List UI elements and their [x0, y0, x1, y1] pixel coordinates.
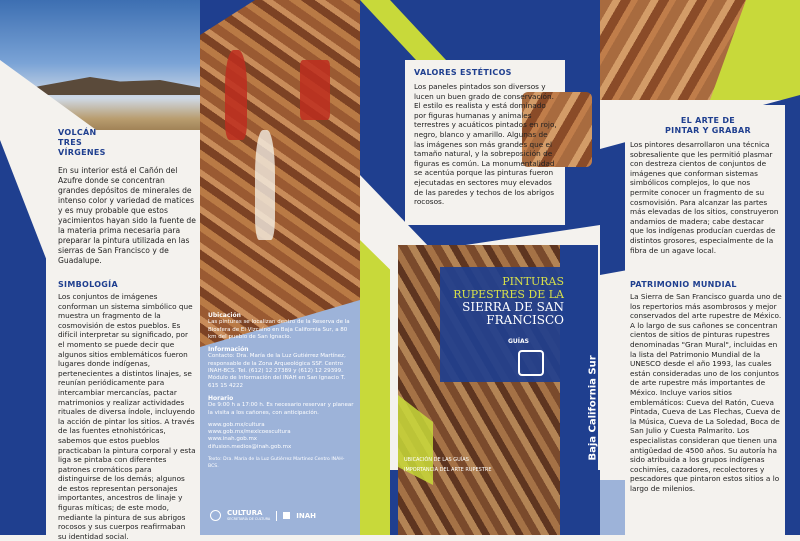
volcan-paragraph: En su interior está el Cañón del Azufre donde se concentran grandes depósitos de minerales de intenso color y variedad de matices y es muy probable que estos yacimientos hayan sido la fuente de la materia prima necesaria para preparar la pintura utilizada en las sierras de San Francisco y de Guadalupe. — [58, 166, 196, 265]
link-mexicoescultura[interactable]: www.gob.mx/mexicoescultura — [208, 429, 291, 436]
info-block — [208, 312, 354, 471]
cultura-logo-sub: SECRETARÍA DE CULTURA — [227, 517, 271, 521]
heading-volcan — [58, 128, 118, 158]
cover-title-line4: FRANCISCO — [486, 313, 564, 327]
bullet-ubicacion: UBICACIÓN DE LAS GUÍAS — [404, 457, 469, 463]
cover-bullets — [404, 457, 494, 473]
cover-title — [446, 275, 564, 327]
cover-title-line2: RUPESTRES DE LA — [453, 288, 564, 301]
informacion-title: Información — [208, 346, 249, 354]
cultura-logo-text: CULTURA — [227, 509, 263, 517]
link-inah[interactable]: www.inah.gob.mx — [208, 436, 258, 443]
painted-figure-white — [255, 130, 275, 240]
paleblue-bottom-left-p4 — [600, 480, 625, 535]
heading-volcan-line3: VÍRGENES — [58, 148, 106, 157]
painted-figure-deer — [300, 60, 330, 120]
informacion-text: Contacto: Dra. María de la Luz Gutiérrez Martínez, responsable de la Zona Arqueológica SSF. Centro INAH-BCS. Tel. (612) 12 27389 y (612) 12 29399. Módulo de Información del INAH en San Ignacio T. 615 15 4222 — [208, 353, 346, 389]
cover-title-line3: SIERRA DE SAN — [462, 300, 564, 314]
credit-text: Texto: Dra. María de la Luz Gutiérrez Martínez Centro INAH-BCS. — [208, 457, 345, 470]
inah-logo-text: INAH — [296, 511, 316, 520]
painted-figure-red — [225, 50, 247, 140]
cultura-logo-icon — [210, 510, 221, 521]
cover-logo-text: GUÍAS — [508, 338, 529, 345]
patrimonio-paragraph: La Sierra de San Francisco guarda uno de los repertorios más asombrosos y mejor conservados del arte rupestre de México. A lo largo de sus cañones se concentran cientos de sitios de pinturas rupestres denominadas "Gran Mural", incluidas en la lista del Patrimonio Mundial de la UNESCO desde el año 1993, las cuales están consideradas uno de los conjuntos de arte rupestre más importantes de México. Incluye varios sitios emblemáticos: Cueva del Ratón, Cueva Pintada, Cueva de Las Flechas, Cueva de la Música, Cueva de La Soledad, Boca de San Julio y Cuesta Palmarito. Los especialistas consideran que tienen una antigüedad de 4500 años. Su autoría ha sido atribuida a los grupos indígenas cochimíes, cazadores, recolectores y pescadores que pintaron estos sitios a lo largo de milenios. — [630, 292, 782, 493]
cover-side-text: Baja California Sur — [587, 355, 599, 461]
logo-row — [210, 510, 316, 521]
ubicacion-text: Las pinturas se localizan dentro de la Reserva de la Biosfera de El Vizcaíno en Baja California Sur, a 80 km del pueblo de San Ignacio. — [208, 319, 350, 340]
cover-card — [398, 245, 598, 535]
heading-simbologia: SIMBOLOGÍA — [58, 280, 118, 289]
heading-arte-line2: PINTAR Y GRABAR — [665, 126, 751, 135]
heading-arte-line1: EL ARTE DE — [680, 116, 736, 125]
navy-stripe-right — [785, 200, 800, 535]
logo-divider — [276, 511, 277, 521]
lime-stripe-bottom — [360, 240, 390, 535]
link-email[interactable]: difusion.medios@inah.gob.mx — [208, 443, 292, 450]
bullet-importancia: IMPORTANCIA DEL ARTE RUPESTRE — [404, 466, 492, 473]
ubicacion-title: Ubicación — [208, 312, 241, 319]
cover-emblem-icon — [518, 350, 544, 376]
horario-title: Horario — [208, 394, 234, 402]
heading-valores: VALORES ESTÉTICOS — [414, 68, 512, 77]
heading-volcan-line2: TRES — [58, 138, 83, 147]
heading-arte — [648, 116, 768, 136]
simbologia-paragraph: Los conjuntos de imágenes conforman un sistema simbólico que muestra un fragmento de la cosmovisión de estos pueblos. Es difícil interpretar su significado, por el momento se puede decir que algunos sitios emblemáticos fueron lugares donde indígenas, pertenecientes a distintos linajes, se reunían periódicamente para intercambiar mercancías, pactar matrimonios y realizar actividades rituales de diversa índole, incluyendo la acción de pintar los sitios. A través de las fuentes etnohistóricas, sabemos que estos pueblos practicaban la pintura corporal y esta liga se pintaba con diferentes patrones cromáticos para distinguirse de los demás; algunos de estos representan personajes importantes, ancestros de linaje y figuras míticas; de este modo, mediante la pintura de sus abrigos rocosos y sus cuerpos reafirmaban su identidad social. — [58, 292, 196, 541]
valores-paragraph: Los paneles pintados son diversos y lucen un buen grado de conservación. El estilo es realista y está dominado por figuras humanas y animales terrestres y acuáticos pintados en rojo, negro, blanco y amarillo. Algunas de las imágenes son más grandes que el tamaño natural, y la sobreposición de figuras es común. La monumentalidad se acentúa porque las pinturas fueron ejecutadas en sectores muy elevados de las paredes y techos de los abrigos rocosos. — [414, 82, 557, 207]
arte-paragraph: Los pintores desarrollaron una técnica sobresaliente que les permitió plasmar con destreza cientos de conjuntos de imágenes que conforman sistemas simbólicos complejos, lo que nos permite conocer un fragmento de su cosmovisión. Para alcanzar las partes más elevadas de los sitios, construyeron andamios de madera; cabe destacar que los indígenas producían cuerdas de distintos grosores, especialmente de la fibra de un agave local. — [630, 140, 779, 255]
heading-patrimonio: PATRIMONIO MUNDIAL — [630, 280, 737, 289]
inah-logo-icon — [283, 512, 290, 519]
link-cultura[interactable]: www.gob.mx/cultura — [208, 421, 265, 428]
heading-volcan-line1: VOLCÁN — [58, 128, 97, 137]
horario-text: De 9:00 h a 17:00 h. Es necesario reservar y planear la visita a los cañones, con anticipación. — [208, 402, 354, 416]
cover-title-line1: PINTURAS — [502, 275, 564, 288]
